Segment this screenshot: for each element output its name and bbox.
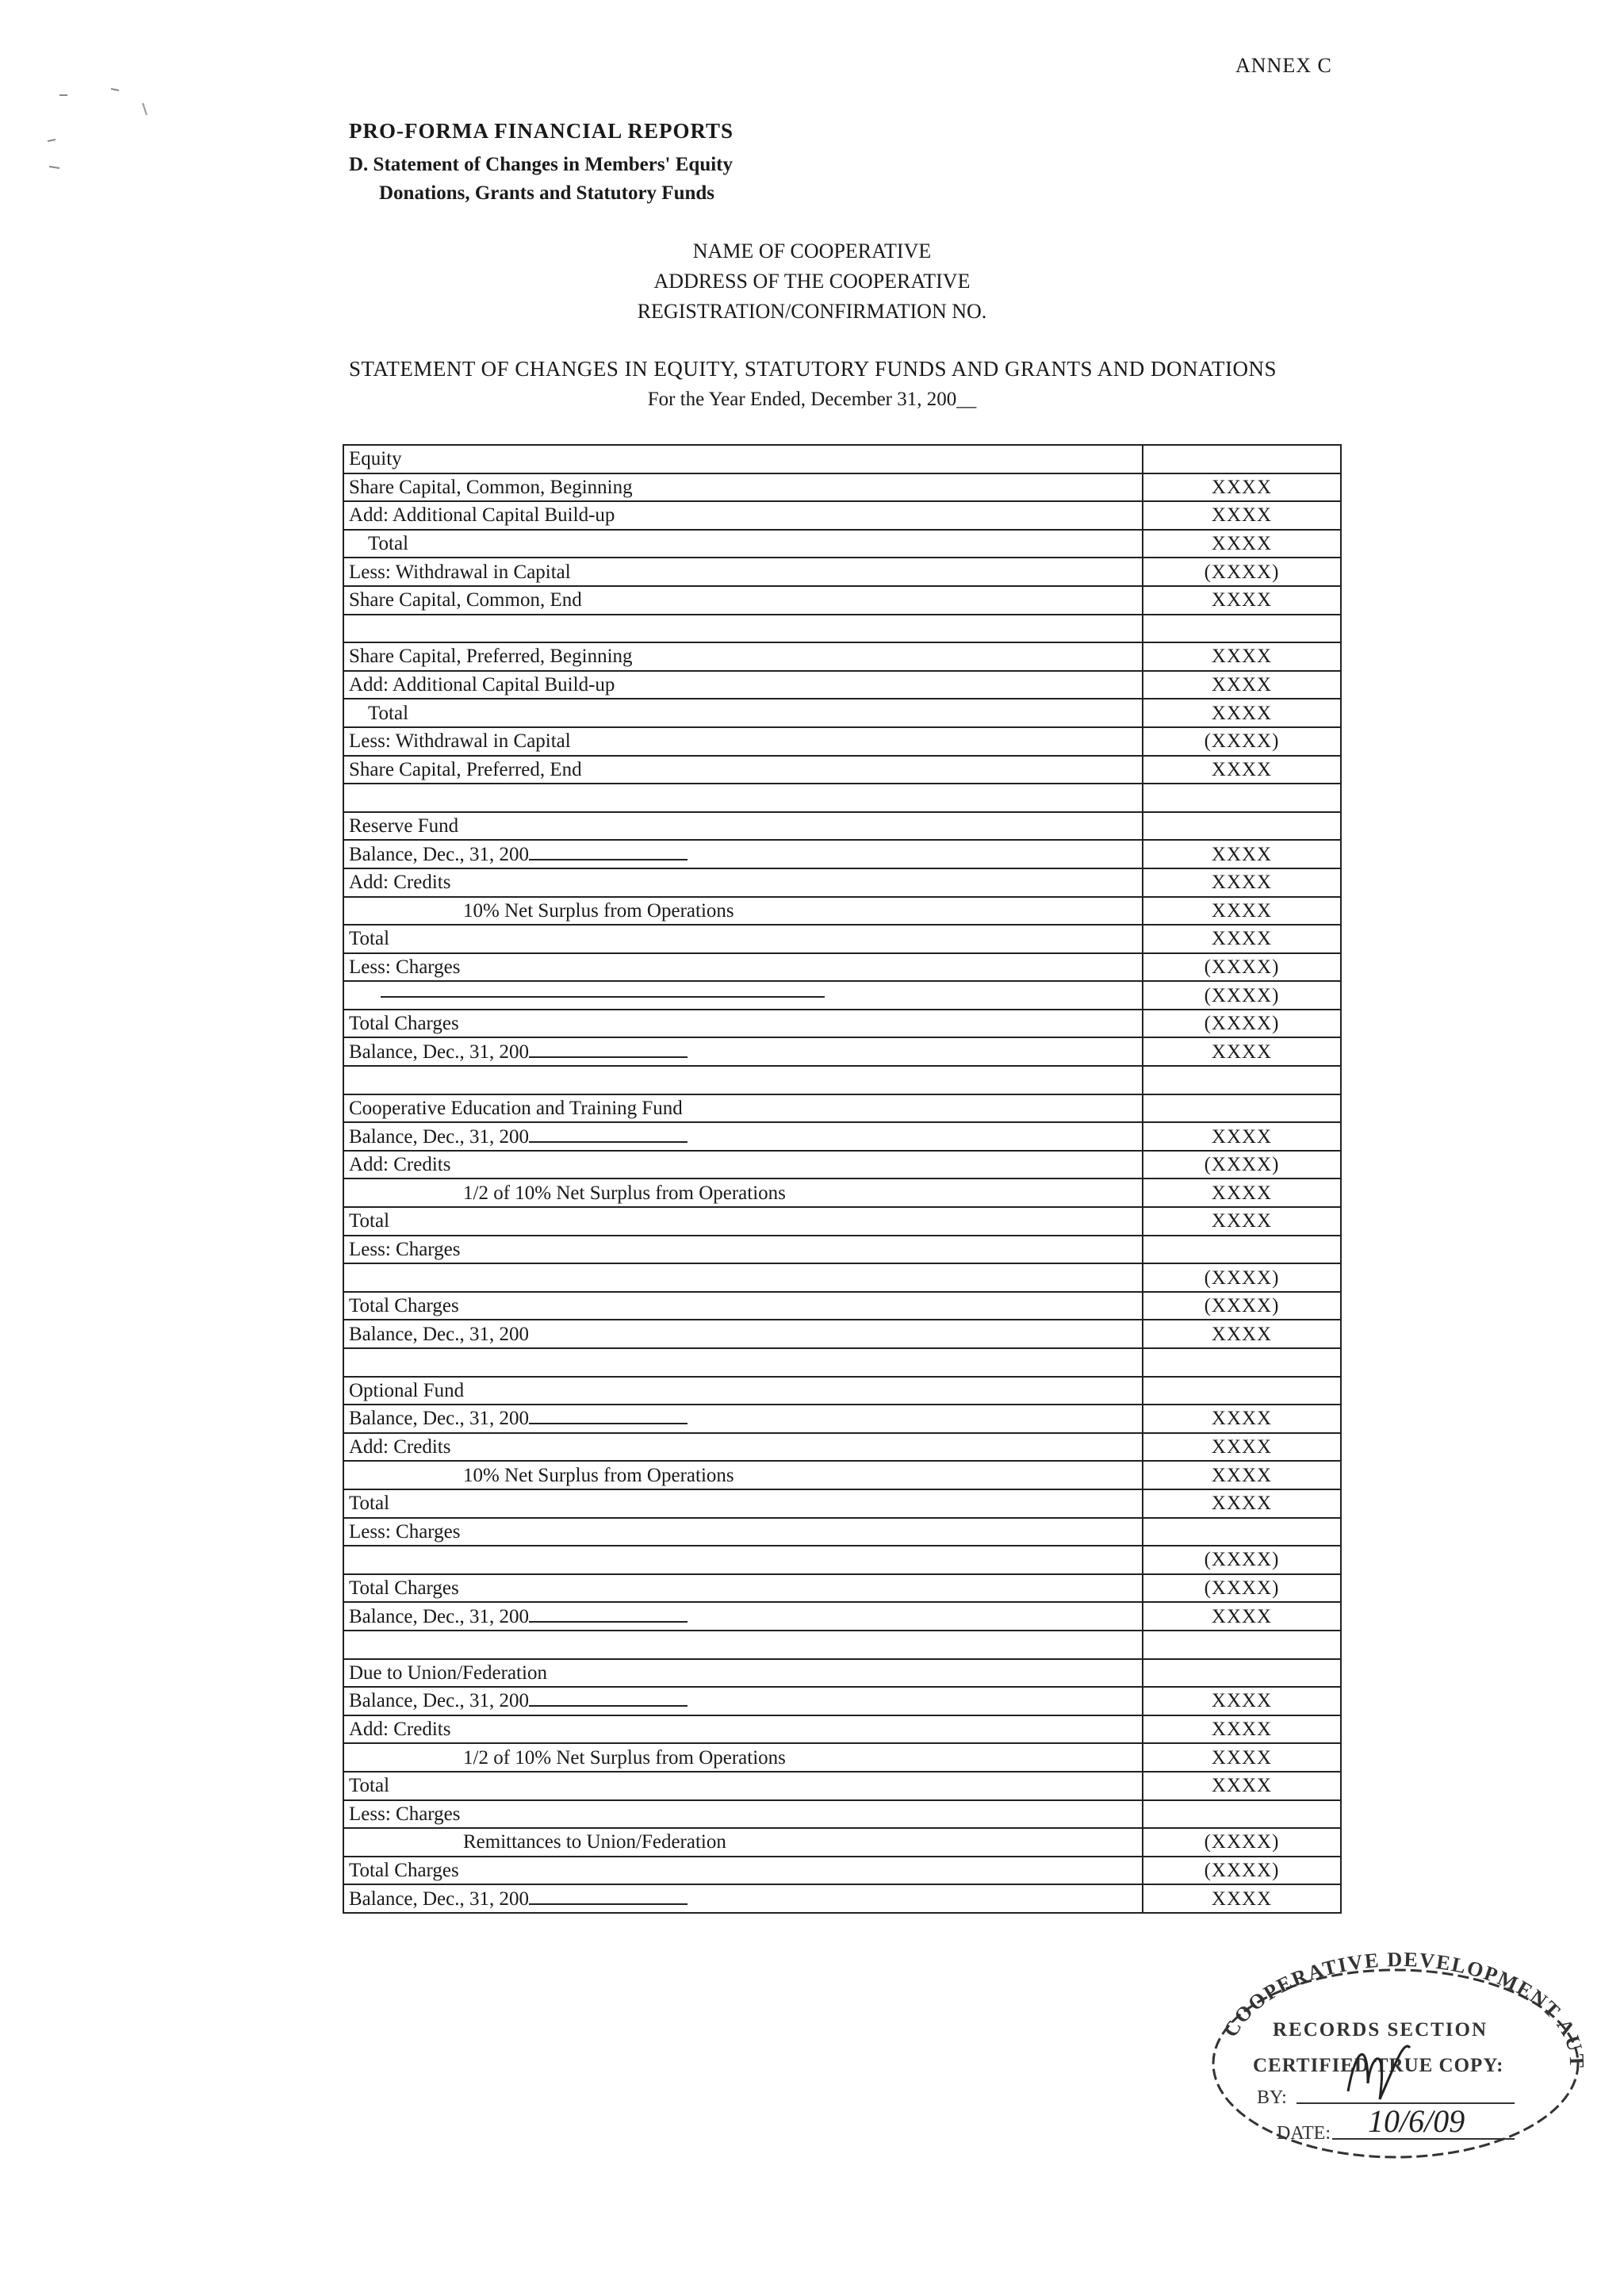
table-row xyxy=(343,1461,1341,1489)
table-row xyxy=(343,812,1341,841)
row-value: XXXX xyxy=(1143,868,1341,897)
cooperative-name: NAME OF COOPERATIVE xyxy=(692,240,932,263)
row-label-text: Total xyxy=(349,1493,390,1515)
row-value xyxy=(1143,1659,1341,1688)
row-label xyxy=(343,530,1143,558)
table-row xyxy=(343,953,1341,982)
table-row xyxy=(343,1178,1341,1207)
row-label xyxy=(343,1715,1143,1744)
row-label-text: Share Capital, Preferred, Beginning xyxy=(349,646,633,668)
row-label xyxy=(343,1292,1143,1320)
row-value: (XXXX) xyxy=(1143,1010,1341,1038)
cooperative-address: ADDRESS OF THE COOPERATIVE xyxy=(653,270,971,293)
row-label-text: Total xyxy=(349,1210,390,1232)
stamp-arc-text: COOPERATIVE DEVELOPMENT AU xyxy=(1218,1948,1586,2056)
fill-in-blank xyxy=(529,858,688,860)
row-value: XXXX xyxy=(1143,756,1341,784)
row-label-text: Total Charges xyxy=(349,1013,459,1035)
table-row xyxy=(343,530,1341,558)
row-value: XXXX xyxy=(1143,1743,1341,1772)
table-row xyxy=(343,1518,1341,1546)
row-label-text: 1/2 of 10% Net Surplus from Operations xyxy=(463,1746,786,1769)
row-label xyxy=(343,473,1143,502)
row-label xyxy=(343,699,1143,727)
scan-speckle-marks xyxy=(0,0,206,206)
row-value: (XXXX) xyxy=(1143,727,1341,756)
row-value xyxy=(1143,1094,1341,1123)
row-label-text: Balance, Dec., 31, 200 xyxy=(349,843,530,865)
fill-in-blank xyxy=(529,1056,688,1058)
row-label xyxy=(343,1631,1143,1659)
row-label-text: Balance, Dec., 31, 200 xyxy=(349,1888,530,1910)
table-row xyxy=(343,840,1341,868)
table-row xyxy=(343,558,1341,586)
fill-in-blank xyxy=(529,1704,688,1707)
row-label-text: Total Charges xyxy=(349,1577,459,1600)
row-label xyxy=(343,1602,1143,1631)
row-label-text: Balance, Dec., 31, 200 xyxy=(349,1323,530,1345)
row-value: XXXX xyxy=(1143,1037,1341,1066)
row-value xyxy=(1143,615,1341,643)
row-label xyxy=(343,1857,1143,1885)
table-row xyxy=(343,1687,1341,1715)
table-row xyxy=(343,1574,1341,1603)
row-label-text: Total xyxy=(368,533,409,555)
table-row xyxy=(343,1743,1341,1772)
row-label xyxy=(343,615,1143,643)
row-value xyxy=(1143,1631,1341,1659)
row-label xyxy=(343,1772,1143,1800)
row-label xyxy=(343,1405,1143,1433)
table-row xyxy=(343,1122,1341,1151)
row-label-text: Share Capital, Common, End xyxy=(349,589,582,611)
table-row xyxy=(343,1263,1341,1292)
row-label xyxy=(343,897,1143,926)
row-value: XXXX xyxy=(1143,1178,1341,1207)
row-label-text: Share Capital, Preferred, End xyxy=(349,758,582,780)
row-label xyxy=(343,1659,1143,1688)
statement-period: For the Year Ended, December 31, 200__ xyxy=(647,389,977,410)
row-label-text: 10% Net Surplus from Operations xyxy=(463,1464,734,1486)
row-value: XXXX xyxy=(1143,1772,1341,1800)
table-row xyxy=(343,586,1341,615)
row-label-text: Add: Credits xyxy=(349,872,451,894)
row-label xyxy=(343,1122,1143,1151)
row-label-text: Remittances to Union/Federation xyxy=(463,1831,726,1853)
table-row xyxy=(343,897,1341,926)
table-row xyxy=(343,1151,1341,1179)
row-label-text: Add: Credits xyxy=(349,1719,451,1741)
statement-title: STATEMENT OF CHANGES IN EQUITY, STATUTORY FUNDS AND GRANTS AND DONATIONS xyxy=(349,357,1277,381)
table-row xyxy=(343,1236,1341,1264)
table-row xyxy=(343,473,1341,502)
row-label xyxy=(343,1687,1143,1715)
row-label-text: Less: Charges xyxy=(349,1238,461,1260)
row-label-text: Less: Charges xyxy=(349,956,461,978)
row-label xyxy=(343,1320,1143,1348)
row-value: XXXX xyxy=(1143,1715,1341,1744)
row-value xyxy=(1143,1236,1341,1264)
row-value xyxy=(1143,1800,1341,1829)
row-label xyxy=(343,642,1143,671)
table-row xyxy=(343,1037,1341,1066)
row-label xyxy=(343,1461,1143,1489)
row-label-text: Share Capital, Common, Beginning xyxy=(349,476,633,498)
row-label-text: Total Charges xyxy=(349,1859,459,1881)
row-value xyxy=(1143,445,1341,473)
row-label xyxy=(343,812,1143,841)
row-label-text: 10% Net Surplus from Operations xyxy=(463,899,734,922)
row-label-text: Equity xyxy=(349,448,402,470)
table-row xyxy=(343,868,1341,897)
row-label-text: Optional Fund xyxy=(349,1379,465,1401)
row-label-text: Total xyxy=(349,1775,390,1797)
row-value: XXXX xyxy=(1143,473,1341,502)
row-label xyxy=(343,586,1143,615)
row-label-text: Balance, Dec., 31, 200 xyxy=(349,1605,530,1627)
row-value: XXXX xyxy=(1143,840,1341,868)
row-value: XXXX xyxy=(1143,1489,1341,1518)
row-label xyxy=(343,1207,1143,1236)
row-value: XXXX xyxy=(1143,1320,1341,1348)
table-row xyxy=(343,925,1341,953)
fill-in-blank xyxy=(529,1140,688,1143)
row-label-text: Add: Additional Capital Build-up xyxy=(349,674,615,696)
row-label xyxy=(343,784,1143,812)
row-value xyxy=(1143,1348,1341,1377)
row-label-text: Cooperative Education and Training Fund xyxy=(349,1097,683,1119)
row-value: XXXX xyxy=(1143,1884,1341,1913)
table-row xyxy=(343,615,1341,643)
row-label xyxy=(343,953,1143,982)
table-row xyxy=(343,1405,1341,1433)
report-header-section: D. Statement of Changes in Members' Equity xyxy=(349,154,733,175)
table-row xyxy=(343,1207,1341,1236)
row-label xyxy=(343,1489,1143,1518)
table-row xyxy=(343,671,1341,699)
row-value: XXXX xyxy=(1143,1122,1341,1151)
row-label-text: Balance, Dec., 31, 200 xyxy=(349,1041,530,1063)
row-label xyxy=(343,925,1143,953)
row-label xyxy=(343,1518,1143,1546)
row-label xyxy=(343,1828,1143,1857)
stamp-records-section: RECORDS SECTION xyxy=(1273,2019,1488,2041)
table-row xyxy=(343,1884,1341,1913)
stamp-date-value: 10/6/09 xyxy=(1368,2103,1465,2139)
table-row xyxy=(343,1094,1341,1123)
row-value xyxy=(1143,1518,1341,1546)
row-label xyxy=(343,1094,1143,1123)
row-label-text: Add: Credits xyxy=(349,1436,451,1458)
stamp-date-label: DATE: xyxy=(1277,2123,1331,2144)
table-row xyxy=(343,1010,1341,1038)
row-value: XXXX xyxy=(1143,1461,1341,1489)
row-label-text: Less: Withdrawal in Capital xyxy=(349,730,571,753)
row-label xyxy=(343,1546,1143,1574)
table-row xyxy=(343,784,1341,812)
row-value: (XXXX) xyxy=(1143,953,1341,982)
table-row xyxy=(343,981,1341,1010)
row-value: XXXX xyxy=(1143,530,1341,558)
fill-in-blank xyxy=(529,1422,688,1424)
row-label-text: Add: Credits xyxy=(349,1154,451,1176)
row-value: XXXX xyxy=(1143,1405,1341,1433)
row-label xyxy=(343,1884,1143,1913)
row-label xyxy=(343,1263,1143,1292)
table-row xyxy=(343,1800,1341,1829)
row-label xyxy=(343,671,1143,699)
row-value: XXXX xyxy=(1143,671,1341,699)
table-row xyxy=(343,445,1341,473)
equity-statement-body xyxy=(343,445,1341,1913)
row-label-text: Balance, Dec., 31, 200 xyxy=(349,1408,530,1430)
row-value: XXXX xyxy=(1143,699,1341,727)
table-row xyxy=(343,501,1341,530)
row-value: XXXX xyxy=(1143,642,1341,671)
row-value: XXXX xyxy=(1143,1602,1341,1631)
table-row xyxy=(343,699,1341,727)
row-label-text: Total xyxy=(368,702,409,724)
table-row xyxy=(343,1659,1341,1688)
table-row xyxy=(343,1857,1341,1885)
row-value: XXXX xyxy=(1143,1433,1341,1462)
row-label xyxy=(343,558,1143,586)
table-row xyxy=(343,1292,1341,1320)
row-value: (XXXX) xyxy=(1143,981,1341,1010)
row-label xyxy=(343,727,1143,756)
row-label xyxy=(343,1236,1143,1264)
row-label xyxy=(343,1800,1143,1829)
fill-in-line xyxy=(381,995,825,998)
table-row xyxy=(343,642,1341,671)
table-row xyxy=(343,1433,1341,1462)
row-label xyxy=(343,868,1143,897)
table-row xyxy=(343,1602,1341,1631)
row-value: XXXX xyxy=(1143,897,1341,926)
row-value: (XXXX) xyxy=(1143,1151,1341,1179)
row-label-text: Less: Withdrawal in Capital xyxy=(349,561,571,583)
row-value: (XXXX) xyxy=(1143,1292,1341,1320)
table-row xyxy=(343,1377,1341,1405)
row-value: (XXXX) xyxy=(1143,1574,1341,1603)
table-row xyxy=(343,1715,1341,1744)
row-value: XXXX xyxy=(1143,586,1341,615)
row-label-text: Balance, Dec., 31, 200 xyxy=(349,1690,530,1712)
row-value: XXXX xyxy=(1143,925,1341,953)
row-value: (XXXX) xyxy=(1143,1828,1341,1857)
table-row xyxy=(343,1348,1341,1377)
row-label xyxy=(343,501,1143,530)
stamp-certified-line: CERTIFIED TRUE COPY: xyxy=(1253,2055,1504,2076)
row-value: XXXX xyxy=(1143,1207,1341,1236)
row-value: XXXX xyxy=(1143,501,1341,530)
table-row xyxy=(343,727,1341,756)
row-label xyxy=(343,840,1143,868)
table-row xyxy=(343,1489,1341,1518)
row-value: (XXXX) xyxy=(1143,1546,1341,1574)
row-value xyxy=(1143,812,1341,841)
annex-label: ANNEX C xyxy=(1235,54,1332,77)
row-label-text: 1/2 of 10% Net Surplus from Operations xyxy=(463,1182,786,1204)
fill-in-blank xyxy=(529,1903,688,1905)
row-label-text: Balance, Dec., 31, 200 xyxy=(349,1125,530,1148)
row-label xyxy=(343,1377,1143,1405)
row-label xyxy=(343,756,1143,784)
svg-text:COOPERATIVE DEVELOPMENT AUTHOR xyxy=(1197,1945,1586,2070)
row-label-text: Total xyxy=(349,928,390,950)
row-value xyxy=(1143,1066,1341,1094)
table-row xyxy=(343,756,1341,784)
certified-true-copy-stamp xyxy=(1197,1945,1586,2163)
row-label-text: Add: Additional Capital Build-up xyxy=(349,504,615,527)
row-label-text: Less: Charges xyxy=(349,1803,461,1825)
fill-in-blank xyxy=(529,1620,688,1623)
row-value: XXXX xyxy=(1143,1687,1341,1715)
row-value: (XXXX) xyxy=(1143,1857,1341,1885)
row-label xyxy=(343,1348,1143,1377)
row-label xyxy=(343,1433,1143,1462)
row-label xyxy=(343,981,1143,1010)
row-label xyxy=(343,1151,1143,1179)
row-value: (XXXX) xyxy=(1143,558,1341,586)
table-row xyxy=(343,1320,1341,1348)
row-label xyxy=(343,1037,1143,1066)
equity-statement-table xyxy=(343,444,1342,1914)
table-row xyxy=(343,1772,1341,1800)
row-label xyxy=(343,1743,1143,1772)
row-label xyxy=(343,1066,1143,1094)
row-label-text: Total Charges xyxy=(349,1295,459,1317)
table-row xyxy=(343,1631,1341,1659)
row-label-text: Due to Union/Federation xyxy=(349,1661,547,1684)
row-label xyxy=(343,1574,1143,1603)
row-label xyxy=(343,1178,1143,1207)
report-header-subsection: Donations, Grants and Statutory Funds xyxy=(379,182,715,204)
table-row xyxy=(343,1828,1341,1857)
table-row xyxy=(343,1546,1341,1574)
row-value xyxy=(1143,1377,1341,1405)
row-label xyxy=(343,1010,1143,1038)
row-label-text: Less: Charges xyxy=(349,1520,461,1543)
row-value: (XXXX) xyxy=(1143,1263,1341,1292)
row-label-text: Reserve Fund xyxy=(349,815,459,837)
cooperative-registration: REGISTRATION/CONFIRMATION NO. xyxy=(637,300,987,323)
table-row xyxy=(343,1066,1341,1094)
row-label xyxy=(343,445,1143,473)
report-header-title: PRO-FORMA FINANCIAL REPORTS xyxy=(349,119,734,143)
stamp-by-label: BY: xyxy=(1257,2087,1287,2108)
row-value xyxy=(1143,784,1341,812)
